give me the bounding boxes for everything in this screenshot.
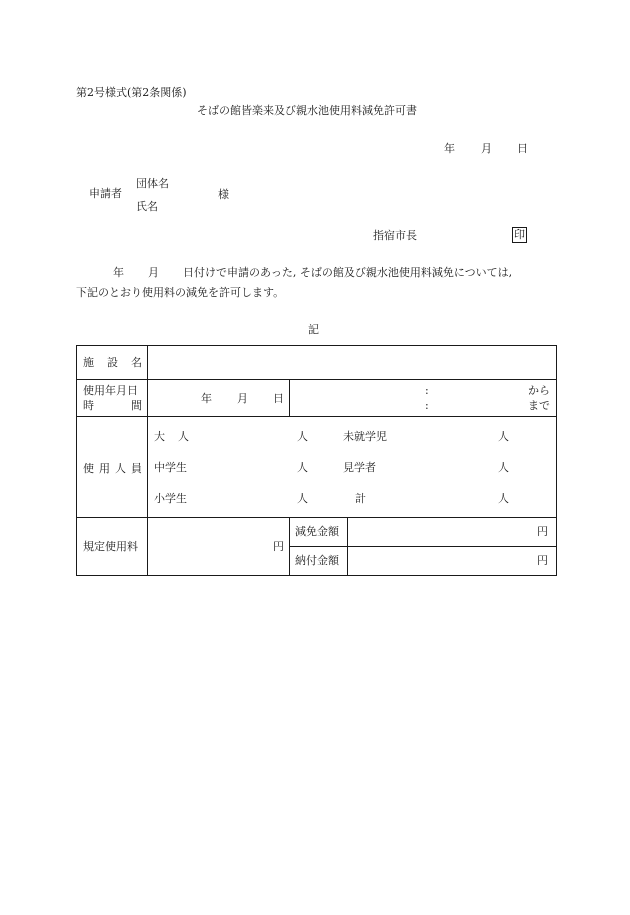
applicant-label: 申請者 [89, 187, 122, 200]
issue-year-label: 年 [444, 142, 455, 155]
facility-value-cell[interactable] [148, 346, 557, 380]
exempt-label-cell [290, 518, 348, 547]
elementary-unit: 人 [297, 492, 308, 505]
use-date-month: 月 [237, 392, 248, 405]
facility-label-2: 設 [107, 356, 118, 369]
use-time-cell[interactable] [290, 380, 557, 417]
datetime-row [77, 380, 557, 417]
elementary-label: 小学生 [154, 492, 187, 505]
use-date-year: 年 [201, 392, 212, 405]
exempt-yen: 円 [537, 525, 548, 538]
users-value-cell[interactable] [148, 417, 557, 518]
seal-mark: 印 [514, 228, 525, 241]
issue-month-label: 月 [481, 142, 492, 155]
facility-row [77, 346, 557, 380]
org-name-label: 団体名 [136, 177, 169, 190]
visitor-label: 見学者 [343, 461, 376, 474]
preschool-label: 未就学児 [343, 430, 387, 443]
preschool-unit: 人 [498, 430, 509, 443]
from-label: から [528, 384, 550, 397]
datetime-label-2a: 時 [83, 399, 94, 412]
document-title: そばの館皆楽来及び親水池使用料減免許可書 [197, 104, 417, 117]
end-time-colon: : [425, 399, 429, 412]
form-table [76, 345, 557, 576]
issue-day-label: 日 [517, 142, 528, 155]
users-label-3: 人 [115, 462, 126, 475]
use-date-cell[interactable] [148, 380, 290, 417]
datetime-label-1: 使用年月日 [83, 384, 138, 397]
body-year: 年 [113, 266, 124, 279]
ki-heading: 記 [308, 323, 319, 336]
facility-label-1: 施 [83, 356, 94, 369]
fee-row-1 [77, 518, 557, 547]
users-label-2: 用 [99, 462, 110, 475]
form-number: 第2号様式(第2条関係) [76, 86, 187, 99]
datetime-label-2b: 間 [131, 399, 142, 412]
start-time-colon: : [425, 384, 429, 397]
users-row [77, 417, 557, 518]
facility-label-cell [77, 346, 148, 380]
facility-label-3: 名 [131, 356, 142, 369]
junior-high-label: 中学生 [154, 461, 187, 474]
adult-unit: 人 [297, 430, 308, 443]
honorific-label: 様 [218, 188, 229, 201]
users-label-cell [77, 417, 148, 518]
body-line1: 日付けで申請のあった, そばの館及び親水池使用料減免については, [183, 266, 513, 279]
payment-value-cell[interactable] [348, 547, 557, 576]
to-label: まで [528, 399, 550, 412]
body-line2: 下記のとおり使用料の減免を許可します。 [76, 286, 285, 299]
users-label-1: 使 [83, 462, 94, 475]
payment-amount-label: 納付金額 [295, 554, 339, 567]
adult-label-1: 大 [154, 430, 165, 443]
adult-label-2: 人 [178, 430, 189, 443]
payment-yen: 円 [537, 554, 548, 567]
fee-value-cell[interactable] [148, 518, 290, 576]
use-date-day: 日 [273, 392, 284, 405]
total-label: 計 [355, 492, 366, 505]
fee-yen: 円 [273, 539, 284, 553]
person-name-label: 氏名 [136, 200, 158, 213]
visitor-unit: 人 [498, 461, 509, 474]
mayor-title: 指宿市長 [373, 229, 417, 242]
payment-label-cell [290, 547, 348, 576]
datetime-label-cell [77, 380, 148, 417]
fee-label-cell [77, 518, 148, 576]
exempt-amount-label: 減免金額 [295, 525, 339, 538]
total-unit: 人 [498, 492, 509, 505]
junior-high-unit: 人 [297, 461, 308, 474]
body-month: 月 [148, 266, 159, 279]
exempt-value-cell[interactable] [348, 518, 557, 547]
fee-label: 規定使用料 [83, 539, 138, 553]
users-label-4: 員 [131, 462, 142, 475]
